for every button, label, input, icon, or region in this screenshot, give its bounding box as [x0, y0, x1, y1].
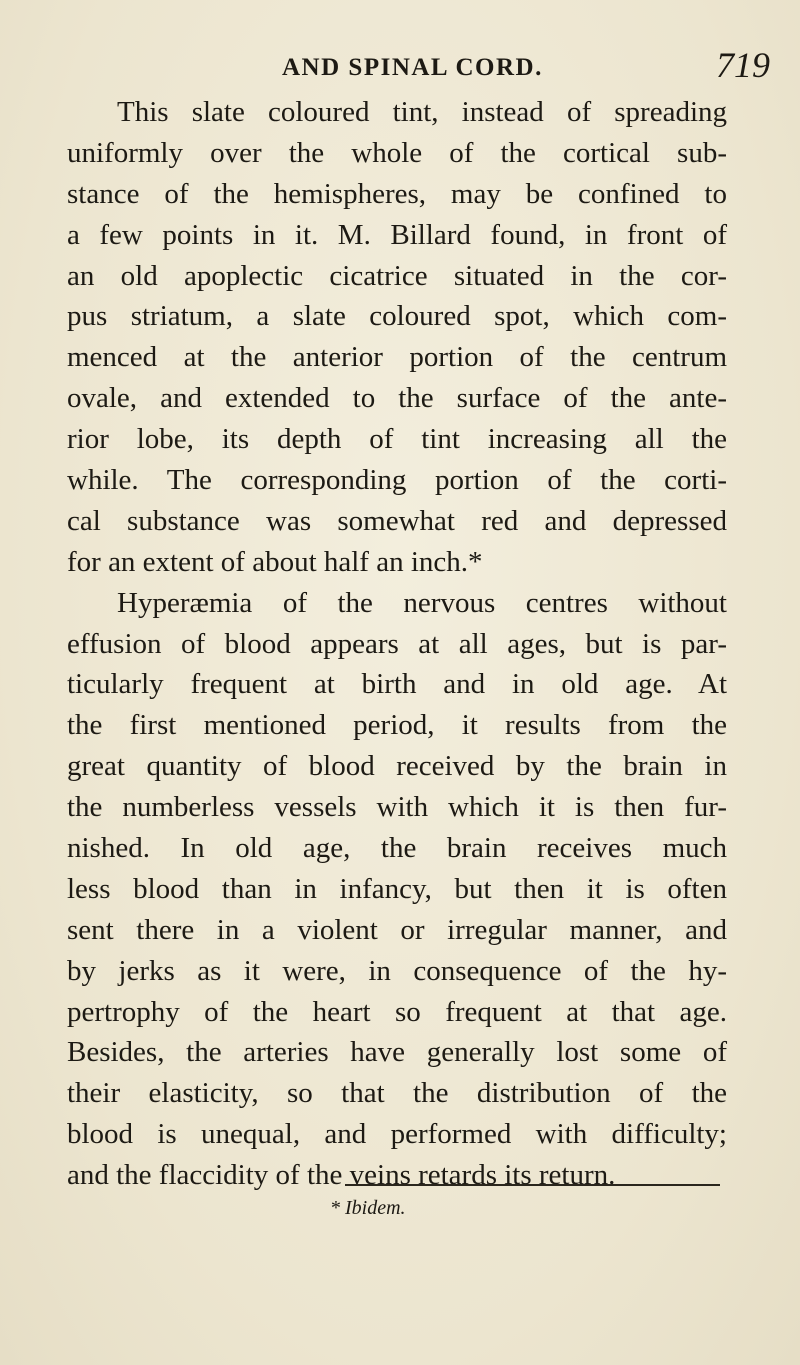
body-text [67, 92, 727, 1196]
text-line: their elasticity, so that the distribution of the [67, 1077, 727, 1110]
text-line: Hyperæmia of the nervous centres without [117, 586, 727, 619]
text-line: ovale, and extended to the surface of the ante- [67, 382, 727, 415]
text-line: by jerks as it were, in consequence of the hy- [67, 954, 727, 987]
text-line: the numberless vessels with which it is then fur- [67, 791, 727, 824]
text-line: Besides, the arteries have generally lost some of [67, 1036, 727, 1069]
text-line: pertrophy of the heart so frequent at that age. [67, 995, 727, 1028]
text-line: ticularly frequent at birth and in old age. At [67, 668, 727, 701]
text-line: great quantity of blood received by the brain in [67, 750, 727, 783]
text-line: less blood than in infancy, but then it is often [67, 872, 727, 905]
text-line: sent there in a violent or irregular manner, and [67, 913, 727, 946]
text-line: rior lobe, its depth of tint increasing all the [67, 423, 727, 456]
text-line: blood is unequal, and performed with difficulty; [67, 1118, 727, 1151]
text-line: effusion of blood appears at all ages, but is par- [67, 627, 727, 660]
text-line: a few points in it. M. Billard found, in front of [67, 218, 727, 251]
text-line: pus striatum, a slate coloured spot, which com- [67, 300, 727, 333]
footnote-rule [345, 1184, 720, 1186]
text-line: the first mentioned period, it results from the [67, 709, 727, 742]
text-line: uniformly over the whole of the cortical sub- [67, 136, 727, 169]
text-line: and the flaccidity of the veins retards its return. [67, 1159, 616, 1192]
text-line: menced at the anterior portion of the centrum [67, 341, 727, 374]
text-line: cal substance was somewhat red and depressed [67, 504, 727, 537]
text-line: for an extent of about half an inch.* [67, 545, 483, 578]
text-line: stance of the hemispheres, may be confined to [67, 177, 727, 210]
footnote: * Ibidem. [330, 1197, 406, 1219]
running-head: AND SPINAL CORD. [282, 54, 543, 81]
text-line: an old apoplectic cicatrice situated in the cor- [67, 259, 727, 292]
text-line: nished. In old age, the brain receives much [67, 832, 727, 865]
text-line: while. The corresponding portion of the corti- [67, 464, 727, 497]
text-line: This slate coloured tint, instead of spreading [117, 96, 727, 128]
page-number: 719 [716, 45, 770, 85]
